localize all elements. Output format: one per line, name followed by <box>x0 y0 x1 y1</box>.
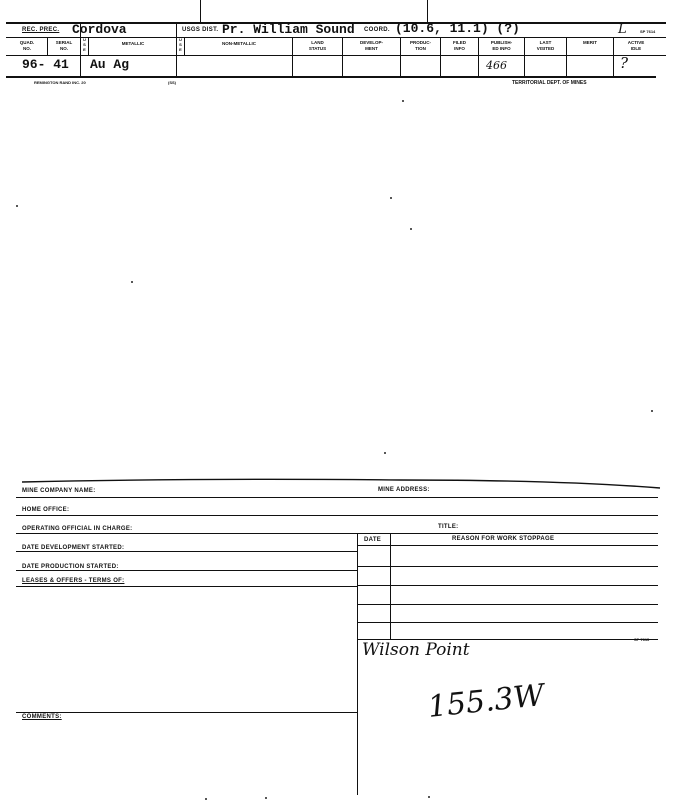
col-quad-no: QUAD. NO. <box>19 40 35 51</box>
col-merit: MERIT <box>583 40 597 45</box>
col-last-visited: LAST VISITED <box>536 40 555 51</box>
col-active-idle: ACTIVE IDLE <box>627 40 645 51</box>
operating-official-label: OPERATING OFFICIAL IN CHARGE: <box>22 526 133 532</box>
col-development: DEVELOP- MENT <box>359 40 383 51</box>
scan-speck <box>265 797 267 799</box>
printer-label: REMINGTON RAND INC. 20 <box>34 80 86 85</box>
leases-offers-label: LEASES & OFFERS - TERMS OF: <box>22 578 125 584</box>
usgs-dist-value: Pr. William Sound <box>222 22 355 37</box>
scan-speck <box>651 410 653 412</box>
longitude-handwriting: 155.3W <box>426 677 546 725</box>
row-published-info: 466 <box>486 59 507 72</box>
corner-mark: L <box>618 22 627 37</box>
scan-speck <box>402 100 404 102</box>
home-office-label: HOME OFFICE: <box>22 507 70 513</box>
form-code: SP 7615 <box>634 637 650 642</box>
title-label: TITLE: <box>438 524 459 530</box>
col-land-status: LAND STATUS <box>308 40 327 51</box>
dept-label: TERRITORIAL DEPT. OF MINES <box>512 80 587 86</box>
printer-code: (SS) <box>168 80 176 85</box>
row-metallic: Au Ag <box>90 57 130 72</box>
col-non-metallic: NON-METALLIC <box>222 41 256 46</box>
col-serial-no: SERIAL NO. <box>55 40 73 51</box>
scan-speck <box>384 452 386 454</box>
date-col-header: DATE <box>364 537 382 543</box>
coord-label: COORD. <box>364 27 390 33</box>
scan-speck <box>16 205 18 207</box>
usgs-dist-label: USGS DIST. <box>182 27 219 33</box>
col-production: PRODUC- TION <box>410 40 431 51</box>
scan-speck <box>390 197 392 199</box>
date-production-label: DATE PRODUCTION STARTED: <box>22 564 119 570</box>
rec-prec-value: Cordova <box>72 22 127 37</box>
scan-speck <box>410 228 412 230</box>
row-quad-serial: 96- 41 <box>22 57 69 72</box>
mine-company-name-label: MINE COMPANY NAME: <box>22 488 96 494</box>
corner-code: SP 7614 <box>640 29 656 34</box>
scan-speck <box>205 798 207 800</box>
comments-label: COMMENTS: <box>22 714 62 720</box>
reason-col-header: REASON FOR WORK STOPPAGE <box>452 536 555 542</box>
row-merit-mark: ? <box>620 54 629 72</box>
location-handwriting: Wilson Point <box>362 640 470 660</box>
col-use-2: U S E <box>179 37 182 52</box>
mine-address-label: MINE ADDRESS: <box>378 487 430 493</box>
col-use-1: U S E <box>83 37 86 52</box>
col-metallic: METALLIC <box>121 41 145 46</box>
scan-speck <box>428 796 430 798</box>
col-filed-info: FILED INFO <box>453 40 466 51</box>
card-edge <box>0 470 678 490</box>
rec-prec-label: REC. PREC. <box>22 27 60 33</box>
coord-value: (10.6, 11.1) (?) <box>395 21 520 36</box>
col-published-info: PUBLISH- ED INFO <box>490 40 513 51</box>
scan-speck <box>131 281 133 283</box>
date-development-label: DATE DEVELOPMENT STARTED: <box>22 545 125 551</box>
